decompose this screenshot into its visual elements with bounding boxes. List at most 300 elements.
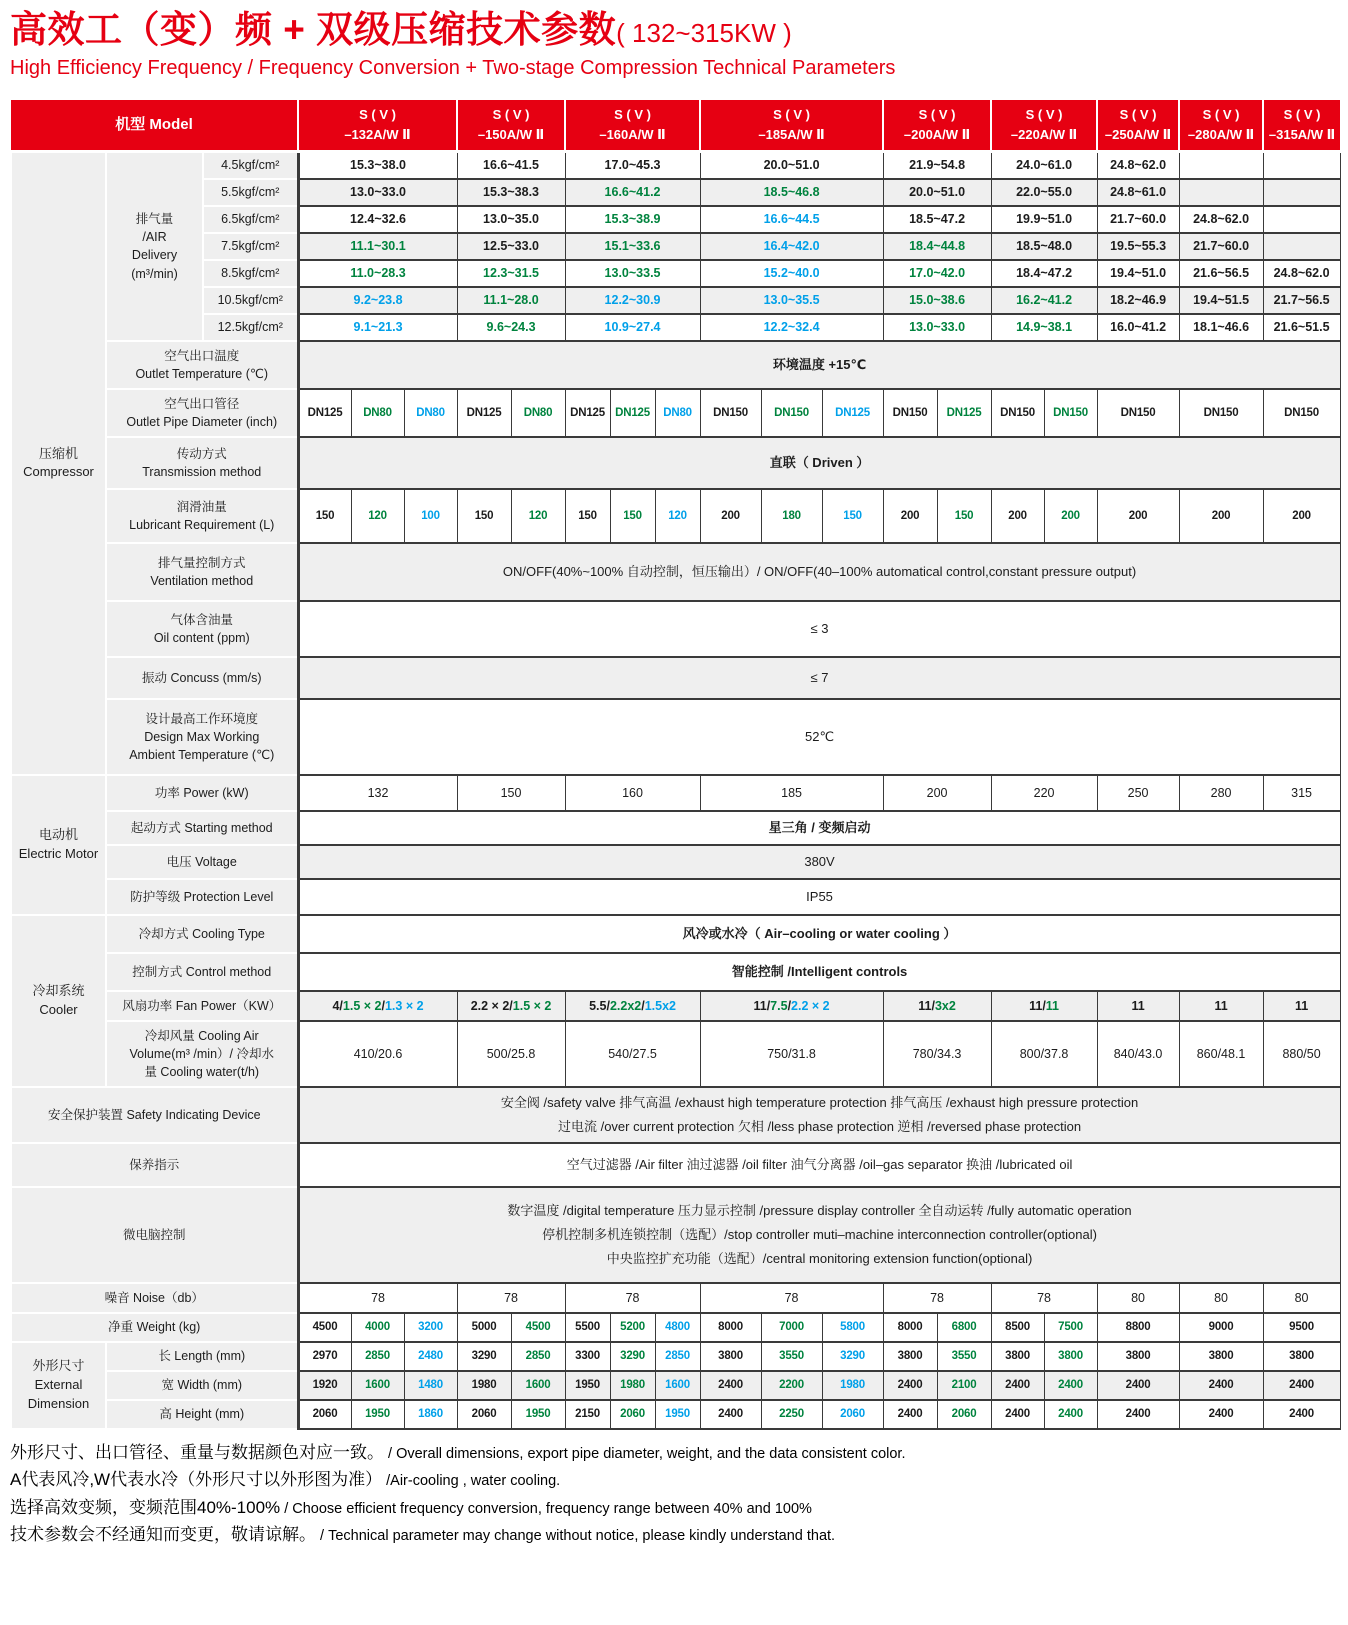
value-part: 5500 — [575, 1321, 600, 1334]
air65-m3 — [565, 206, 700, 233]
value-part: 1600 — [665, 1379, 690, 1392]
value-part: 4/ — [332, 998, 343, 1013]
row-vent — [11, 543, 1340, 601]
label-line: 冷却风量 Cooling Air — [144, 1028, 259, 1043]
label-line: 传动方式 — [176, 446, 227, 461]
fan-m8 — [1179, 991, 1263, 1021]
air125-m7 — [1097, 314, 1179, 341]
weight-m4-s3 — [822, 1313, 883, 1342]
len-m3-s3 — [655, 1342, 700, 1371]
value-part: 120 — [668, 509, 687, 522]
value-part: / — [787, 998, 792, 1013]
wid-m9-s1 — [1263, 1371, 1340, 1400]
value-part: 11 — [1294, 998, 1309, 1013]
value-part: 21.6~56.5 — [1193, 266, 1250, 281]
cair-m9 — [1263, 1021, 1340, 1087]
value-part: 21.9~54.8 — [909, 158, 966, 173]
lub-m4-s3 — [822, 489, 883, 543]
air85-m4 — [700, 260, 883, 287]
air85-m2 — [457, 260, 565, 287]
cair-m2 — [457, 1021, 565, 1087]
value-part: 8000 — [897, 1321, 923, 1334]
value-part: 13.0~33.0 — [350, 185, 406, 200]
value-part: 5.5/ — [589, 998, 610, 1013]
model-header-5 — [883, 100, 991, 152]
air125-m8 — [1179, 314, 1263, 341]
value-part: 78 — [371, 1290, 385, 1305]
value-part: 200 — [900, 509, 920, 522]
noise-m6 — [991, 1283, 1097, 1313]
value-part: 78 — [1037, 1290, 1052, 1305]
value-part: 200 — [1128, 509, 1148, 522]
noise-m4 — [700, 1283, 883, 1313]
lub-m4-s1 — [700, 489, 761, 543]
value-part: 3200 — [418, 1321, 443, 1334]
value-part: 500/25.8 — [486, 1046, 536, 1061]
row-power — [11, 775, 1340, 811]
param-label-volt — [106, 845, 298, 879]
hei-m7-s1 — [1097, 1400, 1179, 1429]
weight-m1-s1 — [298, 1313, 351, 1342]
value-part: 12.2~30.9 — [604, 293, 661, 308]
value-part: 18.5~46.8 — [763, 185, 820, 200]
param-label-wid — [106, 1371, 298, 1400]
value-part: 17.0~45.3 — [604, 158, 661, 173]
param-label-weight — [11, 1313, 298, 1342]
row-oilc — [11, 601, 1340, 657]
cair-m4 — [700, 1021, 883, 1087]
value-part: 13.0~35.0 — [483, 212, 540, 227]
wid-m1-s3 — [404, 1371, 457, 1400]
row-air85 — [11, 260, 1340, 287]
value-part: 780/34.3 — [912, 1046, 962, 1061]
len-m2-s1 — [457, 1342, 511, 1371]
noise-m7 — [1097, 1283, 1179, 1313]
value-part: 16.4~42.0 — [763, 239, 820, 254]
footnote-4 — [10, 1522, 1338, 1550]
air45-m5 — [883, 152, 991, 179]
len-m3-s2 — [610, 1342, 655, 1371]
value-part: 11.0~28.3 — [350, 266, 406, 281]
len-m9-s1 — [1263, 1342, 1340, 1371]
pipe-m5-s2 — [937, 389, 991, 437]
row-lub — [11, 489, 1340, 543]
merged-line: 直联（ Driven ） — [769, 454, 870, 470]
value-part: 2850 — [665, 1350, 690, 1363]
value-part: 1.5 × 2 — [342, 998, 382, 1013]
value-part: 18.4~47.2 — [1016, 266, 1073, 281]
fan-m4 — [700, 991, 883, 1021]
label-line: 设计最高工作环境度 — [145, 711, 259, 726]
value-part: 78 — [625, 1290, 640, 1305]
wid-m5-s1 — [883, 1371, 937, 1400]
value-part: 3800 — [1289, 1350, 1314, 1363]
noise-m2 — [457, 1283, 565, 1313]
value-part: 9.6~24.3 — [486, 320, 536, 335]
value-part: / — [641, 998, 645, 1013]
footnote-1 — [10, 1440, 1338, 1468]
value-part: 3550 — [779, 1350, 804, 1363]
air55-m6 — [991, 179, 1097, 206]
pipe-m8-s1 — [1179, 389, 1263, 437]
pressure-label-air55: 5.5kgf/cm² — [203, 179, 298, 206]
air105-m7 — [1097, 287, 1179, 314]
value-part: 7500 — [1058, 1321, 1083, 1334]
value-part: 3290 — [471, 1350, 497, 1363]
value-part: 2400 — [718, 1379, 743, 1392]
label-line: Design Max Working — [144, 729, 260, 744]
air105-m3 — [565, 287, 700, 314]
row-ctype — [11, 915, 1340, 953]
value-part: 80 — [1131, 1290, 1146, 1305]
value-part: 78 — [930, 1290, 945, 1305]
value-part: 1950 — [365, 1408, 390, 1421]
weight-m7-s1 — [1097, 1313, 1179, 1342]
value-part: 150 — [623, 509, 642, 522]
row-design — [11, 699, 1340, 775]
param-label-noise — [11, 1283, 298, 1313]
value-part: DN125 — [307, 406, 343, 419]
hei-m1-s2 — [351, 1400, 404, 1429]
len-m5-s2 — [937, 1342, 991, 1371]
page-title-zh: 高效工（变）频 + 双级压缩技术参数 — [10, 9, 617, 50]
weight-m4-s2 — [761, 1313, 822, 1342]
air85-m6 — [991, 260, 1097, 287]
merged-line: IP55 — [806, 888, 833, 904]
pressure-label-air75: 7.5kgf/cm² — [203, 233, 298, 260]
air85-m3 — [565, 260, 700, 287]
air65-m8 — [1179, 206, 1263, 233]
row-outlet — [11, 341, 1340, 389]
hei-m4-s1 — [700, 1400, 761, 1429]
lub-m1-s2 — [351, 489, 404, 543]
value-part: 2480 — [418, 1350, 443, 1363]
air45-m1 — [298, 152, 457, 179]
lub-m1-s1 — [298, 489, 351, 543]
hei-m2-s2 — [511, 1400, 565, 1429]
value-part: 18.5~47.2 — [909, 212, 966, 227]
value-part: 150 — [954, 509, 974, 522]
air65-m6 — [991, 206, 1097, 233]
air-delivery-label — [106, 152, 203, 341]
value-part: 2400 — [1289, 1379, 1314, 1392]
merged-line: 安全阀 /safety valve 排气高温 /exhaust high temperature protection 排气高压 /exhaust high pressure protection — [500, 1094, 1139, 1110]
model-prefix: S ( V ) — [1283, 106, 1321, 122]
model-code: –160A/W Ⅱ — [599, 126, 666, 142]
weight-m8-s1 — [1179, 1313, 1263, 1342]
value-part: 5200 — [620, 1321, 645, 1334]
air45-m9 — [1263, 152, 1340, 179]
air125-m5 — [883, 314, 991, 341]
value-part: 22.0~55.0 — [1016, 185, 1073, 200]
label-line: Ventilation method — [150, 573, 254, 588]
value-part: 2400 — [718, 1408, 743, 1421]
pipe-m6-s1 — [991, 389, 1044, 437]
value-part: 11/ — [918, 998, 935, 1013]
value-part: 2400 — [1289, 1408, 1314, 1421]
air105-m6 — [991, 287, 1097, 314]
value-part: 880/50 — [1282, 1046, 1321, 1061]
param-label-concuss — [106, 657, 298, 699]
param-label-prot — [106, 879, 298, 915]
value-part: DN80 — [363, 406, 392, 419]
hei-m8-s1 — [1179, 1400, 1263, 1429]
cair-m6 — [991, 1021, 1097, 1087]
value-part: 24.0~61.0 — [1016, 158, 1073, 173]
pipe-m5-s1 — [883, 389, 937, 437]
pressure-label-air65: 6.5kgf/cm² — [203, 206, 298, 233]
value-part: 1980 — [471, 1379, 497, 1392]
value-part: 2.2 × 2 — [791, 998, 830, 1013]
label-line: Volume(m³ /min）/ 冷却水 — [129, 1046, 274, 1061]
lub-m3-s1 — [565, 489, 610, 543]
model-header-label: 机型 Model — [11, 100, 298, 152]
weight-m6-s2 — [1044, 1313, 1097, 1342]
wid-m2-s2 — [511, 1371, 565, 1400]
pressure-label-air125: 12.5kgf/cm² — [203, 314, 298, 341]
value-part: 540/27.5 — [608, 1046, 657, 1061]
value-part: 2400 — [1058, 1408, 1083, 1421]
footnote-en: / Technical parameter may change without notice, please kindly understand that. — [316, 1528, 836, 1545]
lub-m1-s3 — [404, 489, 457, 543]
air65-m2 — [457, 206, 565, 233]
air55-m8 — [1179, 179, 1263, 206]
label-line: Electric Motor — [18, 845, 99, 861]
page-title-range: ( 132~315KW ) — [616, 18, 792, 48]
page-subtitle: High Efficiency Frequency / Frequency Conversion + Two-stage Compression Technical Parameters — [10, 56, 896, 79]
ctype-value — [298, 915, 1340, 953]
row-len — [11, 1342, 1340, 1371]
value-part: 3800 — [1208, 1350, 1234, 1363]
label-line: Lubricant Requirement (L) — [129, 517, 275, 532]
value-part: 16.6~44.5 — [763, 212, 820, 227]
label-line: 噪音 Noise（db） — [104, 1290, 204, 1305]
value-part: 80 — [1214, 1290, 1229, 1305]
value-part: 2400 — [897, 1379, 923, 1392]
noise-m8 — [1179, 1283, 1263, 1313]
model-header-8 — [1179, 100, 1263, 152]
value-part: DN150 — [1284, 406, 1319, 419]
air55-m3 — [565, 179, 700, 206]
weight-m5-s2 — [937, 1313, 991, 1342]
air105-m2 — [457, 287, 565, 314]
label-line: 排气量控制方式 — [158, 555, 246, 570]
label-line: 冷却系统 — [32, 982, 85, 998]
model-prefix: S ( V ) — [918, 106, 956, 122]
len-m7-s1 — [1097, 1342, 1179, 1371]
lub-m6-s1 — [991, 489, 1044, 543]
lub-m2-s2 — [511, 489, 565, 543]
len-m1-s1 — [298, 1342, 351, 1371]
air55-m1 — [298, 179, 457, 206]
wid-m1-s2 — [351, 1371, 404, 1400]
merged-line: 52℃ — [805, 728, 835, 744]
value-part: DN150 — [713, 406, 748, 419]
air125-m9 — [1263, 314, 1340, 341]
model-code: –250A/W Ⅱ — [1104, 126, 1172, 142]
lub-m7-s1 — [1097, 489, 1179, 543]
value-part: 2400 — [1005, 1379, 1030, 1392]
value-part: 4000 — [365, 1321, 390, 1334]
param-label-start — [106, 811, 298, 845]
value-part: 14.9~38.1 — [1016, 320, 1073, 335]
concuss-value — [298, 657, 1340, 699]
len-m4-s2 — [761, 1342, 822, 1371]
air45-m4 — [700, 152, 883, 179]
value-part: DN150 — [1053, 406, 1088, 419]
weight-m2-s1 — [457, 1313, 511, 1342]
len-m2-s2 — [511, 1342, 565, 1371]
value-part: 7000 — [779, 1321, 804, 1334]
merged-line: 停机控制多机连锁控制（选配）/stop controller muti–machine interconnection controller(optional) — [542, 1226, 1097, 1242]
air65-m5 — [883, 206, 991, 233]
model-prefix: S ( V ) — [614, 106, 651, 122]
value-part: 185 — [781, 785, 802, 800]
weight-m6-s1 — [991, 1313, 1044, 1342]
merged-line: ≤ 3 — [810, 620, 829, 636]
parameters-table — [10, 100, 1341, 1430]
row-air125 — [11, 314, 1340, 341]
hei-m9-s1 — [1263, 1400, 1340, 1429]
row-concuss — [11, 657, 1340, 699]
air75-m1 — [298, 233, 457, 260]
value-part: 2850 — [365, 1350, 390, 1363]
hei-m1-s1 — [298, 1400, 351, 1429]
value-part: 18.5~48.0 — [1016, 239, 1073, 254]
param-label-vent — [106, 543, 298, 601]
label-line: Compressor — [23, 464, 94, 480]
label-line: Outlet Temperature (℃) — [135, 366, 269, 381]
pipe-m4-s2 — [761, 389, 822, 437]
label-line: 安全保护装置 Safety Indicating Device — [47, 1107, 261, 1122]
value-part: 1980 — [620, 1379, 645, 1392]
power-m1 — [298, 775, 457, 811]
group-label-power — [11, 775, 106, 915]
value-part: 6800 — [951, 1321, 977, 1334]
model-code: –185A/W Ⅱ — [758, 126, 825, 142]
group-label-air45 — [11, 152, 106, 775]
pipe-m9-s1 — [1263, 389, 1340, 437]
param-label-trans — [106, 437, 298, 489]
merged-line: 空气过滤器 /Air filter 油过滤器 /oil filter 油气分离器 /oil–gas separator 换油 /lubricated oil — [566, 1156, 1073, 1172]
air65-m4 — [700, 206, 883, 233]
air105-m5 — [883, 287, 991, 314]
label-line: Dimension — [27, 1395, 90, 1411]
value-part: 200 — [1211, 509, 1231, 522]
merged-line: ≤ 7 — [810, 669, 829, 685]
label-line: 长 Length (mm) — [158, 1349, 246, 1364]
hei-m5-s1 — [883, 1400, 937, 1429]
model-code: –150A/W Ⅱ — [477, 126, 545, 142]
air85-m8 — [1179, 260, 1263, 287]
value-part: 2400 — [1005, 1408, 1030, 1421]
air105-m1 — [298, 287, 457, 314]
value-part: 3300 — [575, 1350, 600, 1363]
label-line: 净重 Weight (kg) — [108, 1320, 201, 1335]
label-line: Ambient Temperature (℃) — [129, 747, 275, 762]
value-part: 2060 — [312, 1408, 338, 1421]
label-line: 宽 Width (mm) — [161, 1378, 243, 1393]
value-part: 15.0~38.6 — [909, 293, 966, 308]
value-part: 12.4~32.6 — [350, 212, 406, 227]
air125-m1 — [298, 314, 457, 341]
value-part: 150 — [578, 509, 597, 522]
model-code: –200A/W Ⅱ — [903, 126, 971, 142]
value-part: 200 — [1061, 509, 1080, 522]
param-label-lub — [106, 489, 298, 543]
value-part: 12.2~32.4 — [763, 320, 820, 335]
value-part: 2060 — [471, 1408, 497, 1421]
power-m6 — [991, 775, 1097, 811]
micro-value — [298, 1187, 1340, 1283]
noise-m1 — [298, 1283, 457, 1313]
value-part: 15.2~40.0 — [763, 266, 820, 281]
param-label-design — [106, 699, 298, 775]
value-part: 2100 — [951, 1379, 977, 1392]
value-part: 2060 — [951, 1408, 977, 1421]
value-part: DN150 — [1000, 406, 1035, 419]
noise-m5 — [883, 1283, 991, 1313]
value-part: 3800 — [1125, 1350, 1151, 1363]
value-part: 1600 — [365, 1379, 390, 1392]
value-part: 11 — [1214, 998, 1228, 1013]
value-part: 2060 — [840, 1408, 865, 1421]
label-line: Oil content (ppm) — [153, 630, 250, 645]
lub-m2-s1 — [457, 489, 511, 543]
label-line: 冷却方式 Cooling Type — [138, 926, 265, 941]
fan-m9 — [1263, 991, 1340, 1021]
value-part: 150 — [315, 509, 335, 522]
air75-m3 — [565, 233, 700, 260]
row-hei — [11, 1400, 1340, 1429]
param-label-power — [106, 775, 298, 811]
row-air75 — [11, 233, 1340, 260]
weight-m1-s2 — [351, 1313, 404, 1342]
value-part: 11 — [1131, 998, 1145, 1013]
value-part: 78 — [784, 1290, 799, 1305]
value-part: 1860 — [418, 1408, 443, 1421]
merged-line: 380V — [804, 853, 835, 869]
value-part: 315 — [1291, 785, 1312, 800]
row-safety — [11, 1087, 1340, 1143]
value-part: 4500 — [525, 1321, 551, 1334]
model-header-4 — [700, 100, 883, 152]
air125-m2 — [457, 314, 565, 341]
value-part: 2400 — [1208, 1408, 1234, 1421]
air75-m8 — [1179, 233, 1263, 260]
pipe-m1-s3 — [404, 389, 457, 437]
table-body — [11, 152, 1340, 1429]
air65-m9 — [1263, 206, 1340, 233]
cair-m1 — [298, 1021, 457, 1087]
wid-m1-s1 — [298, 1371, 351, 1400]
label-line: 空气出口管径 — [164, 396, 240, 411]
label-line: 外形尺寸 — [32, 1357, 85, 1373]
air125-m6 — [991, 314, 1097, 341]
power-m8 — [1179, 775, 1263, 811]
label-line: 风扇功率 Fan Power（KW） — [122, 998, 282, 1013]
row-pipe — [11, 389, 1340, 437]
label-line: 空气出口温度 — [164, 348, 240, 363]
value-part: 3x2 — [934, 998, 956, 1013]
param-label-maint — [11, 1143, 298, 1187]
value-part: 2400 — [1125, 1408, 1151, 1421]
wid-m3-s3 — [655, 1371, 700, 1400]
label-line: 振动 Concuss (mm/s) — [142, 670, 262, 685]
hei-m2-s1 — [457, 1400, 511, 1429]
value-part: DN80 — [416, 406, 445, 419]
param-label-pipe — [106, 389, 298, 437]
